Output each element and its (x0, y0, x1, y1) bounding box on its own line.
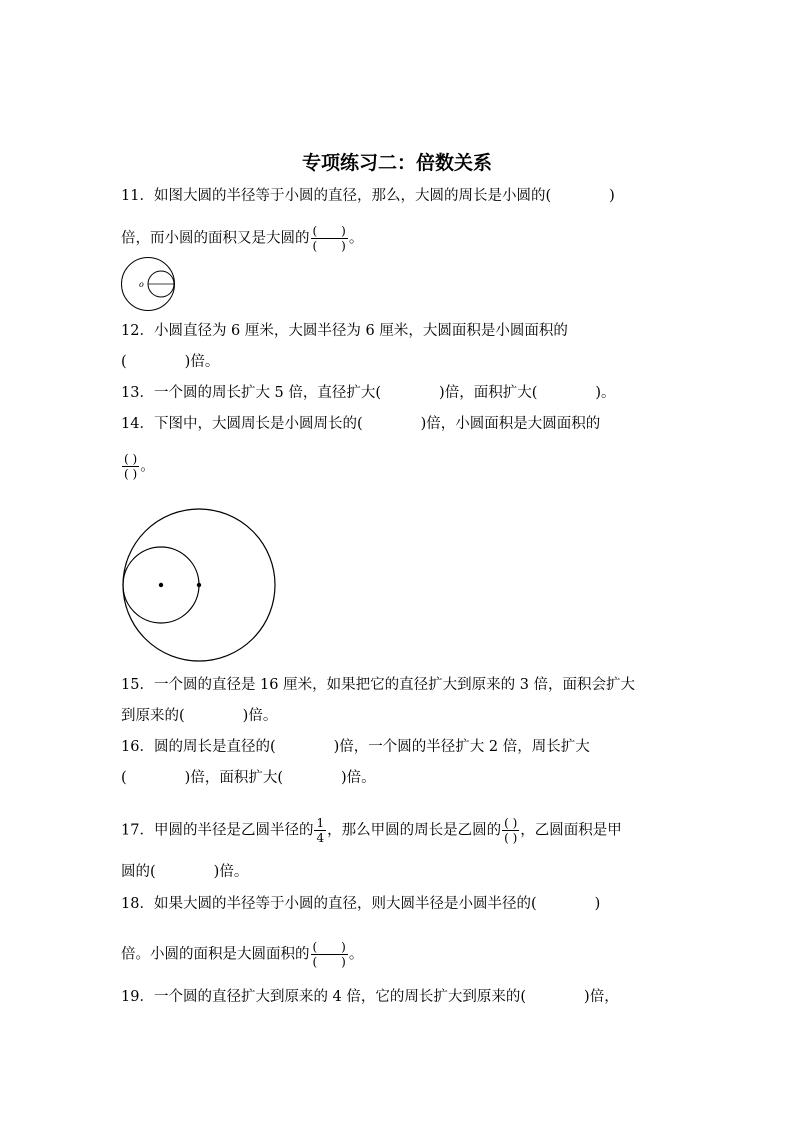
fraction-blank: $\frac{( )}{( )}$ (312, 940, 346, 969)
question-12-line-2: ( )倍。 (121, 354, 220, 370)
fraction-one-quarter: $\frac{1}{4}$ (316, 816, 325, 845)
question-11-line-2: 倍，而小圆的面积又是大圆的 $\frac{( )}{( )}$ 。 (121, 224, 364, 253)
question-15-line-2: 到原来的( )倍。 (121, 708, 278, 724)
question-19-line-1: 19．一个圆的直径扩大到原来的 4 倍，它的周长扩大到原来的( )倍， (121, 989, 619, 1005)
fraction-blank: $\frac{( )}{( )}$ (504, 816, 518, 845)
question-17-line-2: 圆的( )倍。 (121, 864, 249, 880)
fraction-blank: $\frac{( )}{( )}$ (124, 452, 138, 481)
question-11-circle-figure (119, 256, 177, 312)
question-13-line-1: 13．一个圆的周长扩大 5 倍，直径扩大( )倍，面积扩大( )。 (121, 385, 616, 401)
question-16-line-1: 16．圆的周长是直径的( )倍，一个圆的半径扩大 2 倍，周长扩大 (121, 739, 590, 755)
question-14-line-2: $\frac{( )}{( )}$ 。 (124, 452, 155, 481)
center-label: o (139, 280, 144, 289)
question-15-line-1: 15．一个圆的直径是 16 厘米，如果把它的直径扩大到原来的 3 倍，面积会扩大 (121, 677, 636, 693)
question-11-line-1: 11．如图大圆的半径等于小圆的直径，那么，大圆的周长是小圆的( ) (121, 188, 615, 204)
question-18-line-1: 18．如果大圆的半径等于小圆的直径，则大圆半径是小圆半径的( ) (121, 896, 601, 912)
question-18-line-2: 倍。小圆的面积是大圆面积的 $\frac{( )}{( )}$ 。 (121, 940, 364, 969)
question-16-line-2: ( )倍，面积扩大( )倍。 (121, 770, 376, 786)
question-17-line-1: 17．甲圆的半径是乙圆半径的 $\frac{1}{4}$ ，那么甲圆的周长是乙圆的 $\frac{( )}{( )}$ ，乙圆面积是甲 (121, 816, 622, 845)
fraction-blank: $\frac{( )}{( )}$ (312, 224, 346, 253)
question-12-line-1: 12．小圆直径为 6 厘米，大圆半径为 6 厘米，大圆面积是小圆面积的 (121, 323, 568, 339)
page-title: 专项练习二：倍数关系 (301, 152, 492, 174)
question-14-line-1: 14．下图中，大圆周长是小圆周长的( )倍，小圆面积是大圆面积的 (121, 416, 601, 432)
question-14-circle-figure (117, 503, 281, 667)
